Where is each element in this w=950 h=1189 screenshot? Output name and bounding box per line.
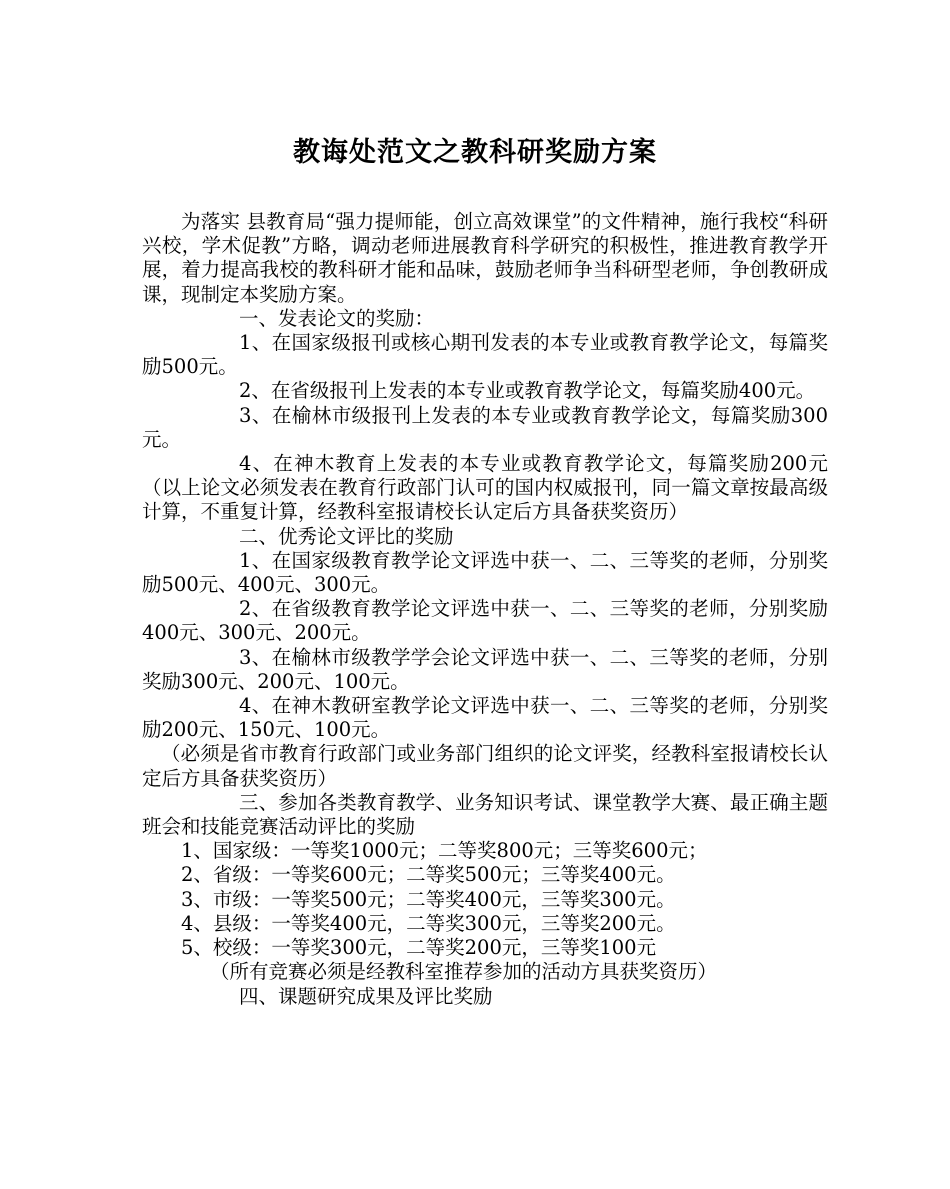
- section2-item-1: 1、在国家级教育教学论文评选中获一、二、三等奖的老师，分别奖励500元、400元、300元。: [142, 548, 828, 597]
- section3-heading: 三、参加各类教育教学、业务知识考试、课堂教学大赛、最正确主题班会和技能竞赛活动评比的奖励: [142, 790, 828, 839]
- document-body: [142, 210, 828, 1009]
- section3-item-2: 2、省级：一等奖600元；二等奖500元；三等奖400元。: [181, 863, 676, 887]
- section2-item-3: 3、在榆林市级教学学会论文评选中获一、二、三等奖的老师，分别奖励300元、200元、100元。: [142, 645, 828, 693]
- section3-item-1: 1、国家级：一等奖1000元；二等奖800元；三等奖600元；: [181, 839, 708, 863]
- section2-item-4: 4、在神木教研室教学论文评选中获一、二、三等奖的老师，分别奖励200元、150元、100元。: [142, 694, 828, 742]
- section1-item-3: 3、在榆林市级报刊上发表的本专业或教育教学论文，每篇奖励300元。: [142, 403, 828, 451]
- section3-item-4: 4、县级：一等奖400元，二等奖300元，三等奖200元。: [181, 911, 676, 935]
- section3-item-5: 5、校级：一等奖300元，二等奖200元，三等奖100元: [181, 936, 657, 960]
- section3-note: （所有竞赛必须是经教科室推荐参加的活动方具获奖资历）: [210, 960, 718, 984]
- section4-heading: 四、课题研究成果及评比奖励: [239, 984, 493, 1008]
- section1-item-2: 2、在省级报刊上发表的本专业或教育教学论文，每篇奖励400元。: [239, 379, 816, 403]
- section1-item-1: 1、在国家级报刊或核心期刊发表的本专业或教育教学论文，每篇奖励500元。: [142, 331, 828, 379]
- intro-paragraph: 为落实 县教育局“强力提师能，创立高效课堂”的文件精神，施行我校“科研兴校，学术促教”方略，调动老师进展教育科学研究的积极性，推进教育教学开展，着力提高我校的教科研才能和品味，鼓励老师争当科研型老师，争创教研成课，现制定本奖励方案。: [142, 210, 828, 306]
- section2-note: （必须是省市教育行政部门或业务部门组织的论文评奖，经教科室报请校长认定后方具备获奖资历）: [142, 742, 828, 790]
- document-title: 教诲处范文之教科研奖励方案: [293, 137, 657, 168]
- section1-item-4: 4、在神木教育上发表的本专业或教育教学论文，每篇奖励200元（以上论文必须发表在教育行政部门认可的国内权威报刊，同一篇文章按最高级计算，不重复计算，经教科室报请校长认定后方具备获奖资历）: [142, 452, 828, 524]
- section2-item-2: 2、在省级教育教学论文评选中获一、二、三等奖的老师，分别奖励400元、300元、200元。: [142, 597, 828, 645]
- section1-heading: 一、发表论文的奖励：: [239, 306, 435, 330]
- section2-heading: 二、优秀论文评比的奖励: [239, 524, 454, 548]
- section3-item-3: 3、市级：一等奖500元；二等奖400元，三等奖300元。: [181, 887, 676, 911]
